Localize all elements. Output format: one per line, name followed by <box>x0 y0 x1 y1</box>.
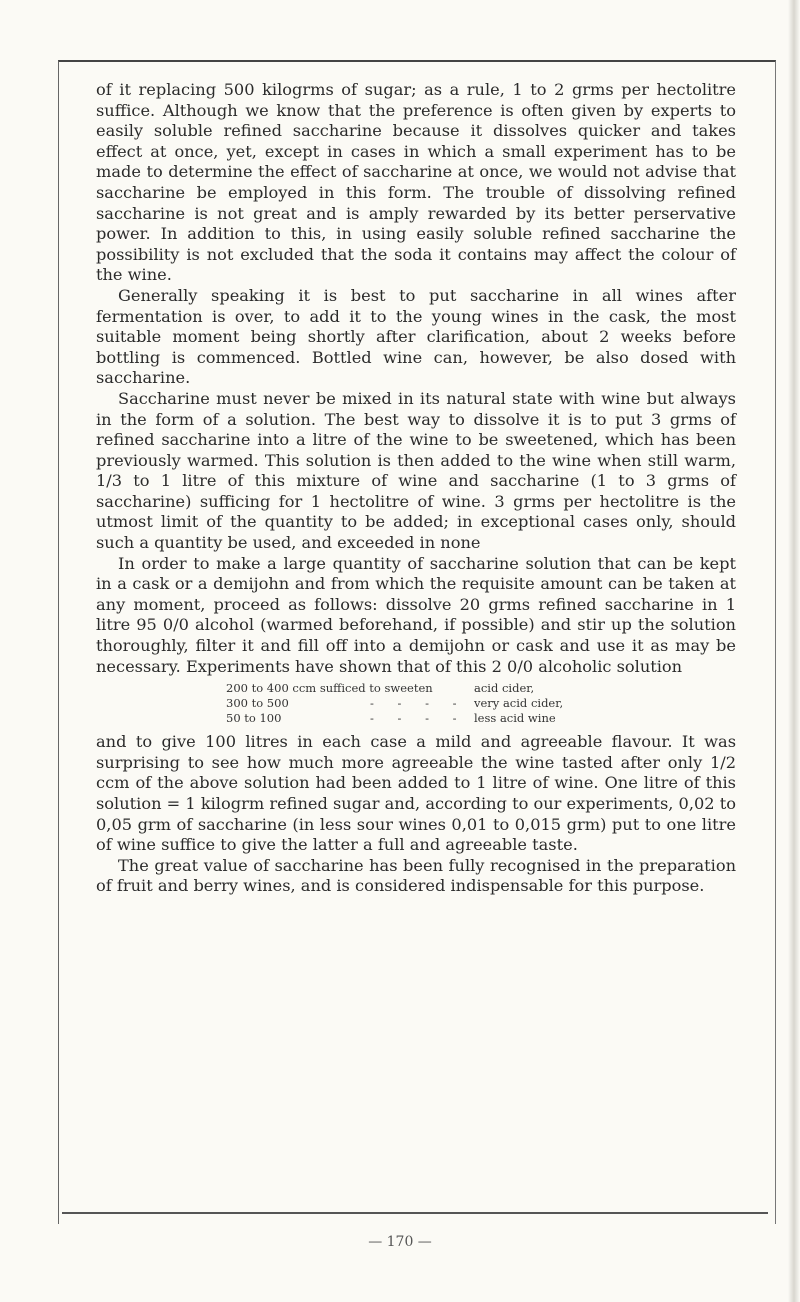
bottom-rule <box>62 1212 768 1214</box>
table-amount: 200 to 400 ccm sufficed to sweeten <box>226 681 433 696</box>
paragraph-5: and to give 100 litres in each case a mild and agreeable flavour. It was surprising to see how much more agreeable the wine tasted after only 1/2 ccm of the above solution had been added to 1 litre of wine. One litre of this solution = 1 kilogrm refined sugar and, according to our experiments, 0,02 to 0,05 grm of saccharine (in less sour wines 0,01 to 0,015 grm) put to one litre of wine suffice to give the latter a full and agreeable taste. <box>96 732 736 855</box>
table-dashes: - - - - <box>370 711 467 726</box>
solution-table <box>226 681 567 726</box>
table-result: very acid cider, <box>474 696 564 711</box>
table-amount: 300 to 500 <box>226 696 289 711</box>
table-row <box>226 696 567 711</box>
body-text <box>96 80 736 897</box>
paragraph-1: of it replacing 500 kilogrms of sugar; as a rule, 1 to 2 grms per hectolitre suffice. Although we know that the preference is often given by experts to easily soluble refined saccharine because it dissolves quicker and takes effect at once, yet, except in cases in which a small experiment has to be made to determine the effect of saccharine at once, we would not advise that saccharine be employed in this form. The trouble of dissolving refined saccharine is not great and is amply rewarded by its better perservative power. In addition to this, in using easily soluble refined saccharine the possibility is not excluded that the soda it contains may affect the colour of the wine. <box>96 80 736 285</box>
table-dashes: - - - - <box>370 696 467 711</box>
table-amount: 50 to 100 <box>226 711 282 726</box>
page-edge <box>788 0 800 1302</box>
page-number: — 170 — <box>368 1234 432 1250</box>
table-result: acid cider, <box>474 681 535 696</box>
paragraph-4: In order to make a large quantity of saccharine solution that can be kept in a cask or a demijohn and from which the requisite amount can be taken at any moment, proceed as follows: dissolve 20 grms refined saccharine in 1 litre 95 0/0 alcohol (warmed beforehand, if possible) and stir up the solution thoroughly, filter it and fill off into a demijohn or cask and use it as may be necessary. Experiments have shown that of this 2 0/0 alcoholic solution <box>96 553 736 676</box>
paragraph-6: The great value of saccharine has been fully recognised in the preparation of fruit and berry wines, and is considered indispensable for this purpose. <box>96 855 736 896</box>
table-row <box>226 681 567 696</box>
table-row <box>226 711 567 726</box>
paragraph-3: Saccharine must never be mixed in its natural state with wine but always in the form of a solution. The best way to dissolve it is to put 3 grms of refined saccharine into a litre of the wine to be sweetened, which has been previously warmed. This solution is then added to the wine when still warm, 1/3 to 1 litre of this mixture of wine and saccharine (1 to 3 grms of saccharine) sufficing for 1 hectolitre of wine. 3 grms per hectolitre is the utmost limit of the quantity to be added; in exceptional cases only, should such a quantity be used, and exceeded in none <box>96 388 736 553</box>
table-result: less acid wine <box>474 711 556 726</box>
paragraph-2: Generally speaking it is best to put saccharine in all wines after fermentation is over, to add it to the young wines in the cask, the most suitable moment being shortly after clarification, about 2 weeks before bottling is commenced. Bottled wine can, however, be also dosed with saccharine. <box>96 285 736 388</box>
